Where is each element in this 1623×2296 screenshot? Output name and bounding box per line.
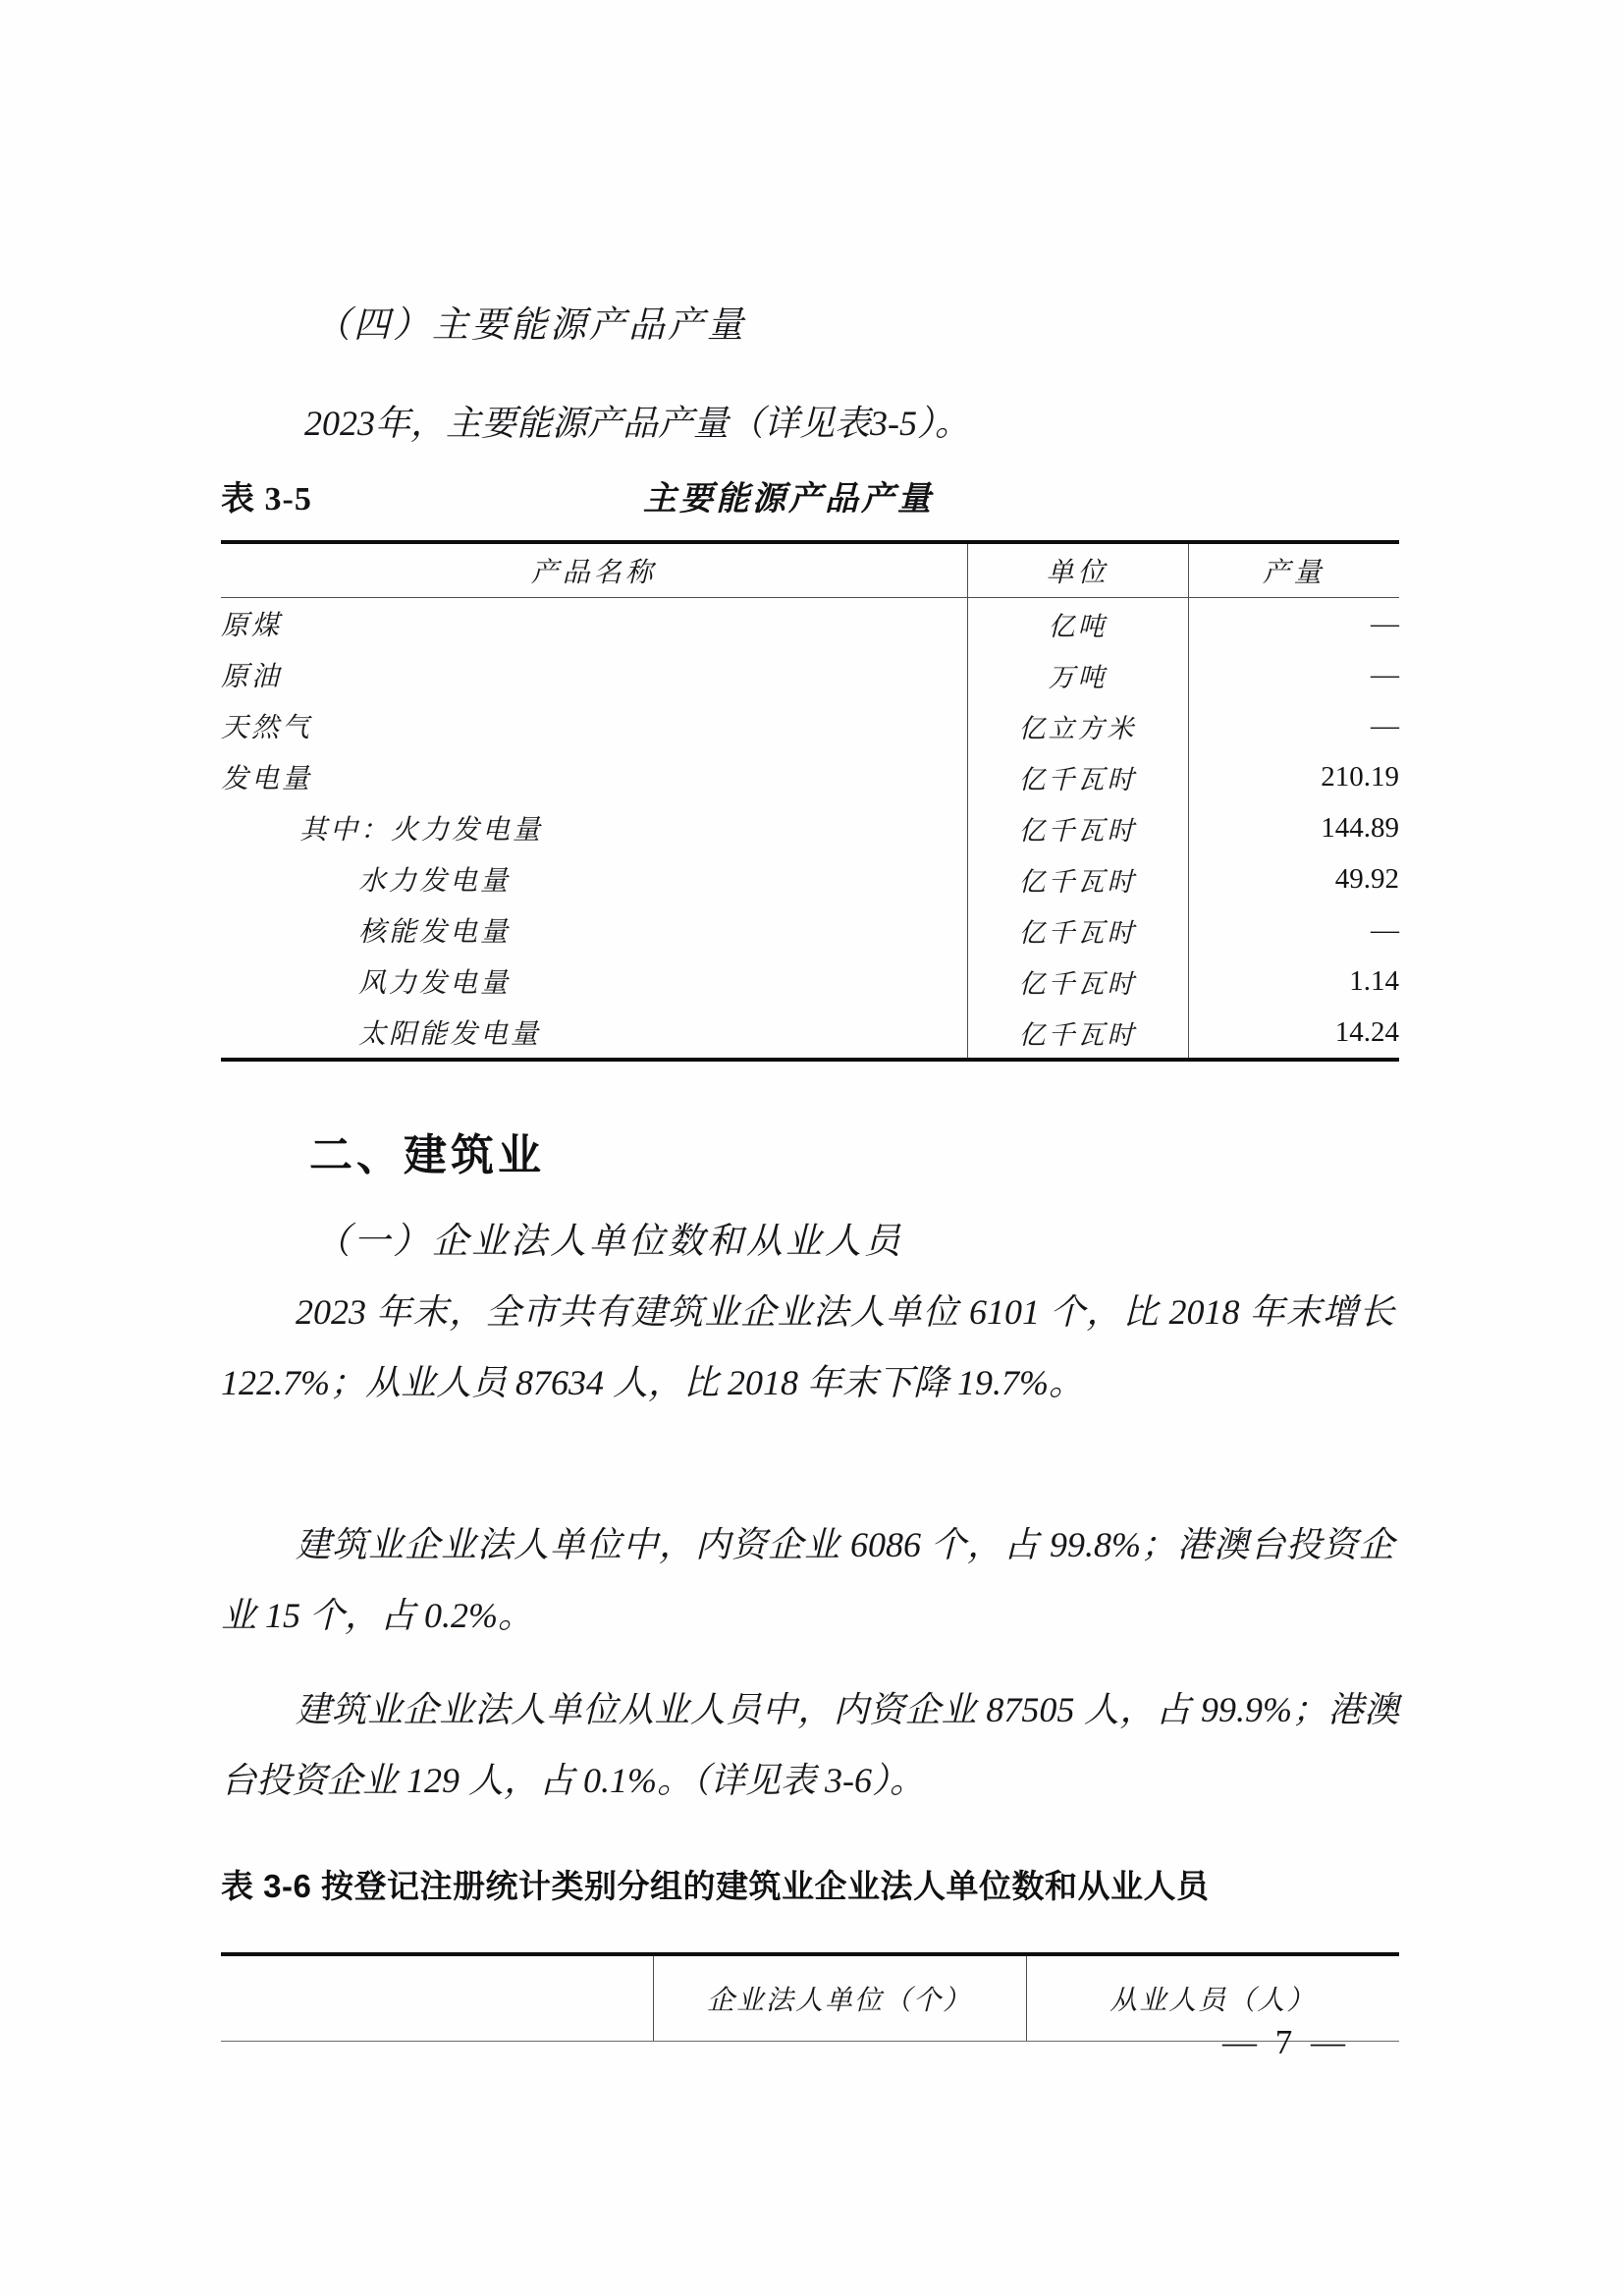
cell-unit: 万吨 <box>967 649 1188 700</box>
cell-value: — <box>1188 649 1399 700</box>
column-header-product-name: 产品名称 <box>221 542 967 598</box>
heading-enterprise-units-and-employees: （一）企业法人单位数和从业人员 <box>314 1222 903 1262</box>
heading-energy-products: （四）主要能源产品产量 <box>314 305 746 346</box>
table-row <box>221 751 1399 802</box>
paragraph-construction-3: 建筑业企业法人单位从业人员中，内资企业 87505 人，占 99.9%；港澳台投资企业 129 人，占 0.1%。（详见表 3-6）。 <box>221 1690 1399 1800</box>
table-row <box>221 853 1399 904</box>
cell-product-name: 原油 <box>221 662 283 692</box>
cell-unit: 亿千瓦时 <box>967 956 1188 1007</box>
table-3-5-caption-title: 主要能源产品产量 <box>643 481 934 518</box>
cell-product-name: 发电量 <box>221 764 313 794</box>
table-row <box>221 700 1399 751</box>
table-row <box>221 598 1399 650</box>
cell-unit: 亿千瓦时 <box>967 1007 1188 1060</box>
cell-product-name: 太阳能发电量 <box>221 1007 967 1060</box>
table-row <box>221 802 1399 853</box>
cell-unit: 亿千瓦时 <box>967 802 1188 853</box>
cell-value: — <box>1188 700 1399 751</box>
table-3-5-caption-label: 表 3-5 <box>221 481 312 518</box>
cell-unit: 亿千瓦时 <box>967 904 1188 956</box>
cell-product-name: 其中：火力发电量 <box>299 815 544 846</box>
cell-value: 1.14 <box>1188 956 1399 1007</box>
cell-product-name: 风力发电量 <box>358 968 512 999</box>
table-row <box>221 649 1399 700</box>
paragraph-energy-intro: 2023年，主要能源产品产量（详见表3-5）。 <box>304 404 970 443</box>
cell-unit: 亿吨 <box>967 598 1188 650</box>
table-row <box>221 1007 1399 1060</box>
cell-product-name: 天然气 <box>221 713 313 743</box>
column-header-output: 产量 <box>1188 542 1399 598</box>
paragraph-construction-1: 2023 年末，全市共有建筑业企业法人单位 6101 个，比 2018 年末增长 122.7%；从业人员 87634 人，比 2018 年末下降 19.7%。 <box>221 1292 1394 1402</box>
cell-unit: 亿千瓦时 <box>967 751 1188 802</box>
cell-product-name: 核能发电量 <box>358 917 512 948</box>
table-row <box>221 904 1399 956</box>
table-3-5-header-row <box>221 542 1399 598</box>
cell-value: — <box>1188 904 1399 956</box>
cell-unit: 亿千瓦时 <box>967 853 1188 904</box>
paragraph-construction-2: 建筑业企业法人单位中，内资企业 6086 个，占 99.8%；港澳台投资企业 15 个，占 0.2%。 <box>221 1525 1394 1635</box>
column-header-employees: 从业人员（人） <box>1026 1954 1399 2042</box>
heading-construction-industry: 二、建筑业 <box>309 1131 545 1179</box>
cell-value: 49.92 <box>1188 853 1399 904</box>
page-number: — 7 — <box>1222 2023 1350 2061</box>
cell-value: — <box>1188 598 1399 650</box>
table-row <box>221 956 1399 1007</box>
cell-value: 14.24 <box>1188 1007 1399 1060</box>
table-3-6-caption: 表 3-6 按登记注册统计类别分组的建筑业企业法人单位数和从业人员 <box>221 1868 1210 1904</box>
column-header-unit: 单位 <box>967 542 1188 598</box>
cell-unit: 亿立方米 <box>967 700 1188 751</box>
cell-value: 210.19 <box>1188 751 1399 802</box>
column-header-enterprise-units: 企业法人单位（个） <box>653 1954 1026 2042</box>
cell-product-name: 原煤 <box>221 598 967 650</box>
table-3-5 <box>221 540 1399 1062</box>
cell-value: 144.89 <box>1188 802 1399 853</box>
column-header-category <box>221 1954 653 2042</box>
cell-product-name: 水力发电量 <box>358 866 512 897</box>
